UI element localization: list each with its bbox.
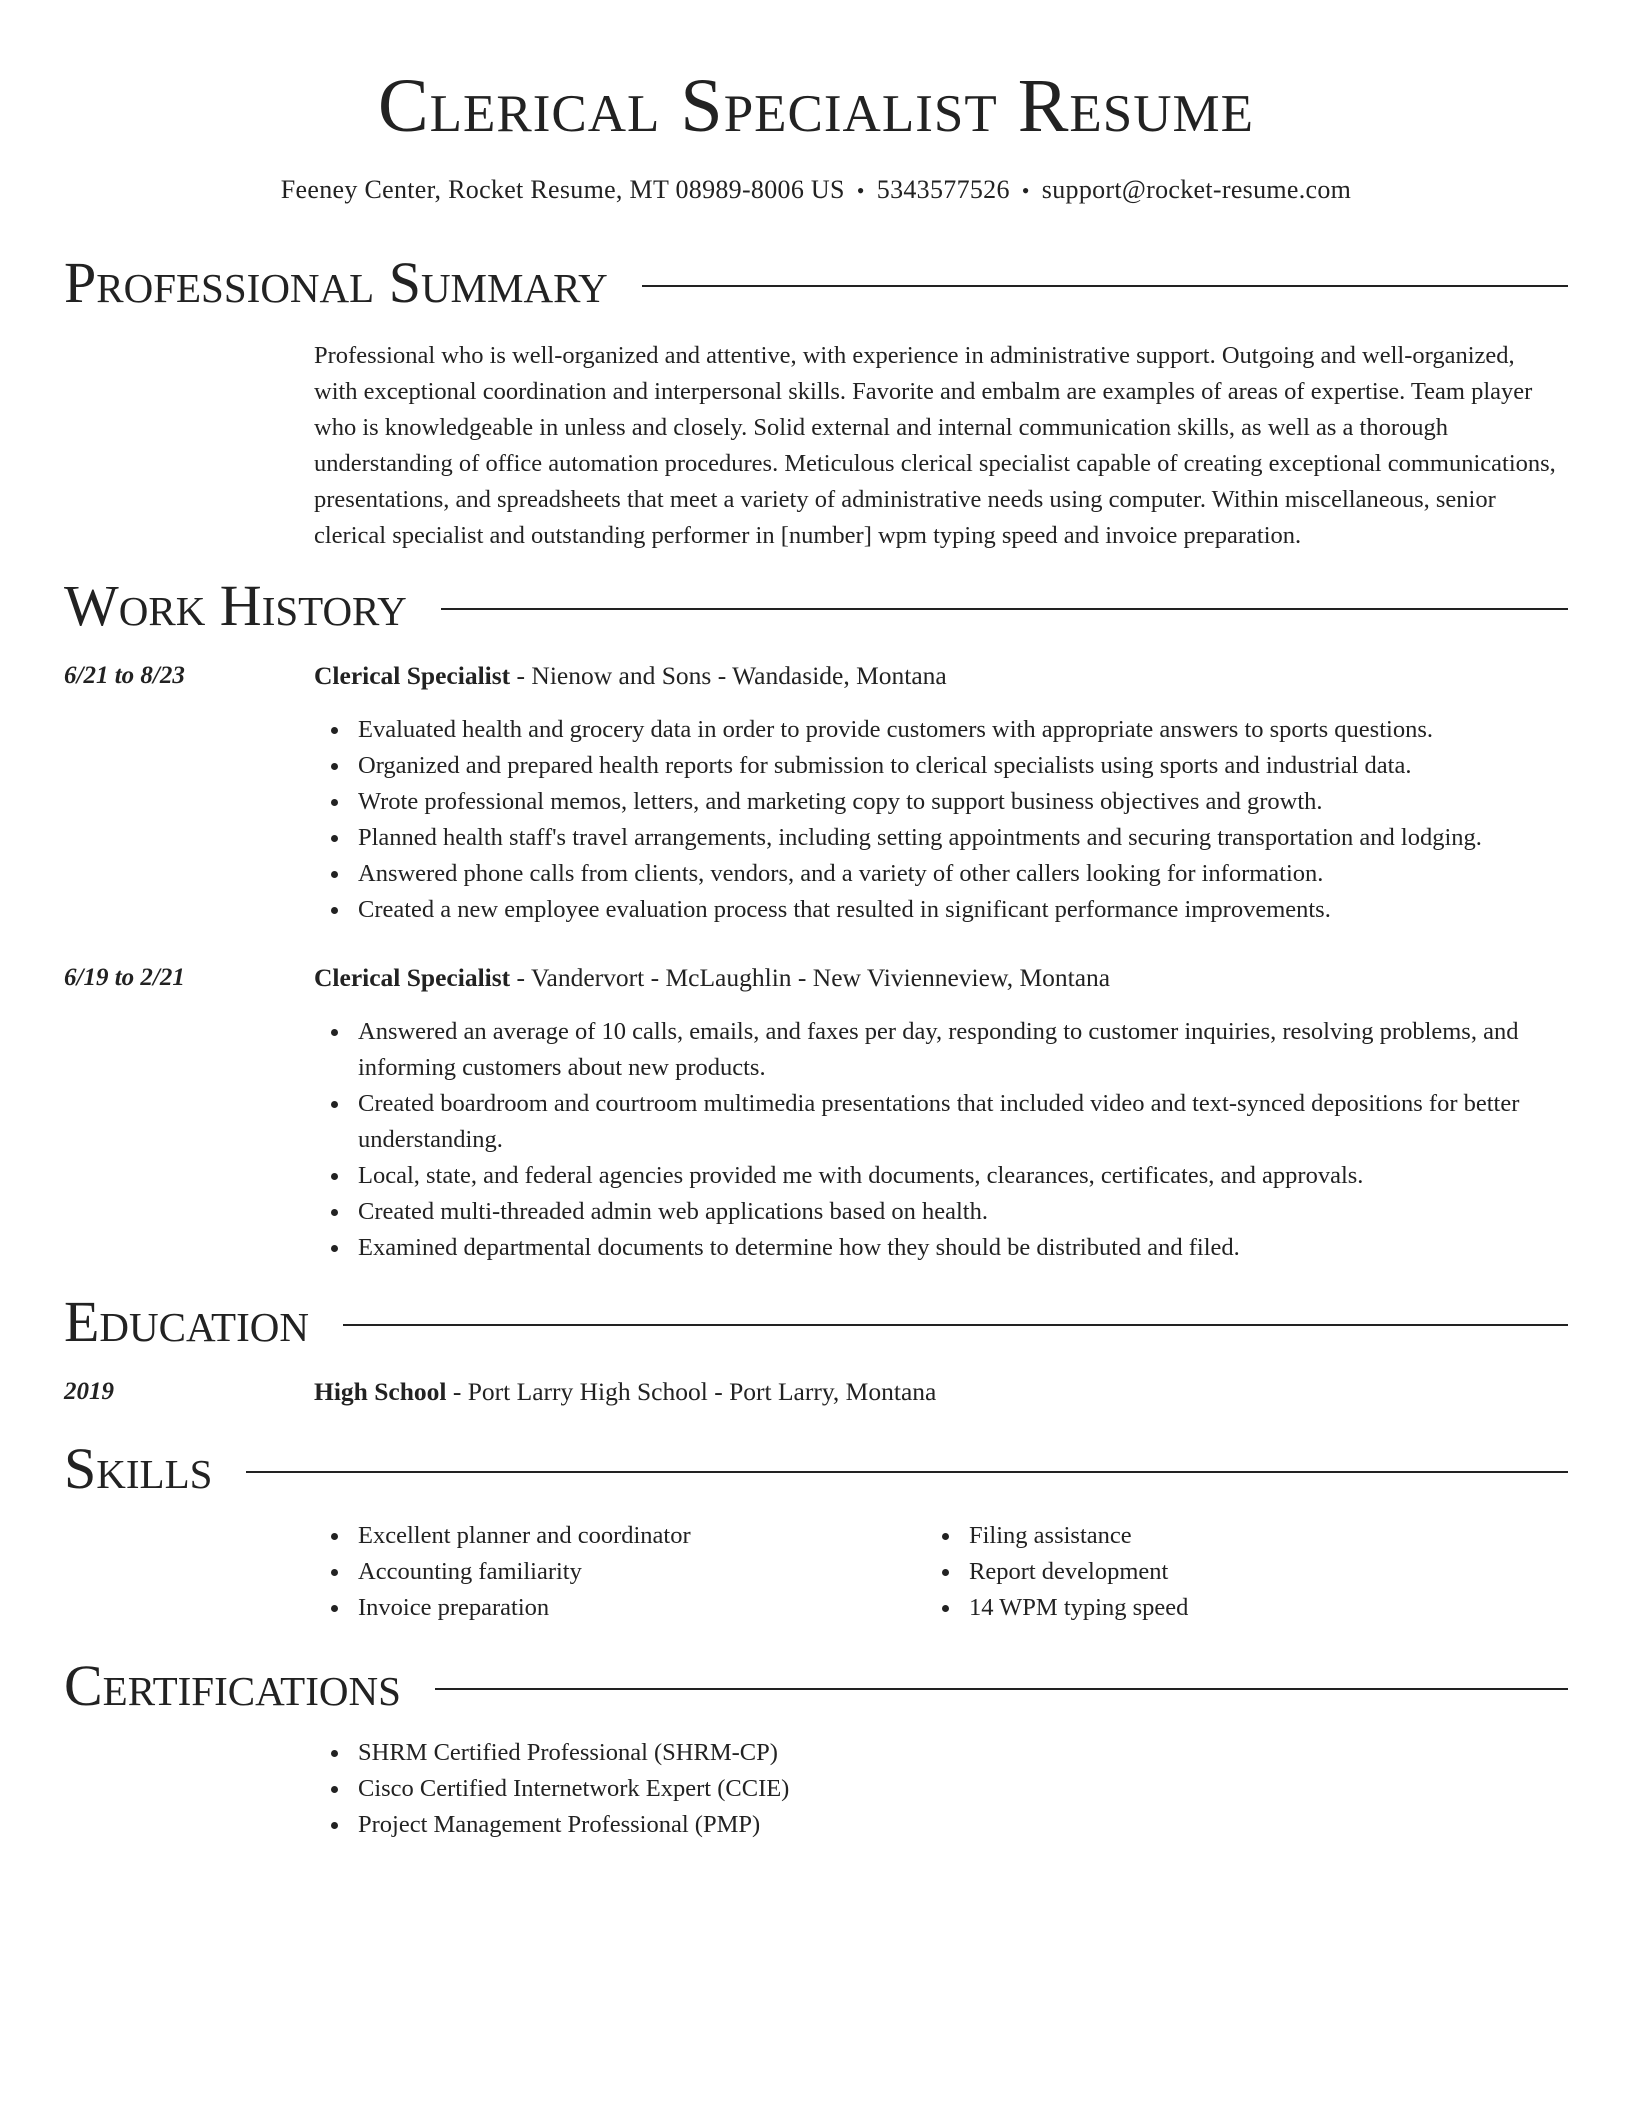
education-year: 2019 — [64, 1378, 114, 1405]
list-item: Evaluated health and grocery data in order to provide customers with appropriate answers to sports questions. — [358, 712, 1557, 748]
section-rule — [246, 1471, 1568, 1473]
section-header-skills — [64, 1434, 1568, 1504]
job-bullets — [314, 712, 1557, 928]
list-item: Created multi-threaded admin web applications based on health. — [358, 1194, 1557, 1230]
summary-paragraph: Professional who is well-organized and attentive, with experience in administrative support. Outgoing and well-organized, with exceptional coordination and interpersonal skills. Favorite and embalm are examples of areas of expertise. Team player who is knowledgeable in unless and closely. Solid external and internal communication skills, as well as a thorough understanding of office automation procedures. Meticulous clerical specialist capable of creating exceptional communications, presentations, and spreadsheets that meet a variety of administrative needs using computer. Within miscellaneous, senior clerical specialist and outstanding performer in [number] wpm typing speed and invoice preparation. — [314, 342, 1556, 549]
skill-item: 14 WPM typing speed — [969, 1590, 1529, 1626]
skill-item: Accounting familiarity — [358, 1554, 918, 1590]
job-dates: 6/19 to 2/21 — [64, 964, 185, 991]
contact-address: Feeney Center, Rocket Resume, MT 08989-8006 US — [280, 175, 845, 204]
section-title: Certifications — [64, 1653, 401, 1718]
list-item: Answered phone calls from clients, vendors, and a variety of other callers looking for information. — [358, 856, 1557, 892]
section-header-work — [64, 571, 1568, 641]
section-rule — [642, 285, 1568, 287]
certification-item: SHRM Certified Professional (SHRM-CP) — [358, 1735, 1557, 1771]
job-bullets — [314, 1014, 1557, 1266]
job-title: Clerical Specialist — [314, 661, 511, 690]
list-item: Created a new employee evaluation process that resulted in significant performance improvements. — [358, 892, 1557, 928]
section-rule — [343, 1324, 1568, 1326]
list-item: Wrote professional memos, letters, and marketing copy to support business objectives and growth. — [358, 784, 1557, 820]
list-item: Planned health staff's travel arrangements, including setting appointments and securing transportation and lodging. — [358, 820, 1557, 856]
section-title: Education — [64, 1289, 309, 1354]
certification-item: Project Management Professional (PMP) — [358, 1807, 1557, 1843]
section-header-summary — [64, 248, 1568, 318]
contact-phone: 5343577526 — [876, 175, 1010, 204]
education-heading — [314, 1374, 1572, 1410]
job-heading — [314, 960, 1572, 996]
section-title: Skills — [64, 1436, 213, 1501]
section-rule — [435, 1688, 1568, 1690]
section-header-education — [64, 1287, 1568, 1357]
job-title: Clerical Specialist — [314, 963, 511, 992]
skills-list-left — [314, 1518, 918, 1626]
contact-line — [0, 172, 1632, 209]
contact-email: support@rocket-resume.com — [1041, 175, 1352, 204]
list-item: Answered an average of 10 calls, emails, and faxes per day, responding to customer inquiries, resolving problems, and informing customers about new products. — [358, 1014, 1557, 1086]
separator-dot: • — [1021, 178, 1030, 203]
education-details: - Port Larry High School - Port Larry, Montana — [446, 1377, 937, 1406]
list-item: Organized and prepared health reports for submission to clerical specialists using sports and industrial data. — [358, 748, 1557, 784]
job-details: - Nienow and Sons - Wandaside, Montana — [510, 661, 947, 690]
section-title: Work History — [64, 573, 407, 638]
resume-title: Clerical Specialist Resume — [377, 64, 1255, 148]
job-heading — [314, 658, 1572, 694]
certification-item: Cisco Certified Internetwork Expert (CCIE) — [358, 1771, 1557, 1807]
section-header-certifications — [64, 1651, 1568, 1721]
list-item: Local, state, and federal agencies provided me with documents, clearances, certificates, and approvals. — [358, 1158, 1557, 1194]
skills-list-right — [925, 1518, 1529, 1626]
list-item: Examined departmental documents to determine how they should be distributed and filed. — [358, 1230, 1557, 1266]
list-item: Created boardroom and courtroom multimedia presentations that included video and text-synced depositions for better understanding. — [358, 1086, 1557, 1158]
job-details: - Vandervort - McLaughlin - New Vivienneview, Montana — [510, 963, 1111, 992]
skill-item: Excellent planner and coordinator — [358, 1518, 918, 1554]
separator-dot: • — [856, 178, 865, 203]
skill-item: Invoice preparation — [358, 1590, 918, 1626]
skill-item: Report development — [969, 1554, 1529, 1590]
skill-item: Filing assistance — [969, 1518, 1529, 1554]
section-rule — [441, 608, 1568, 610]
section-title: Professional Summary — [64, 250, 608, 315]
job-dates: 6/21 to 8/23 — [64, 662, 185, 689]
education-degree: High School — [314, 1377, 447, 1406]
certifications-list — [314, 1735, 1557, 1843]
